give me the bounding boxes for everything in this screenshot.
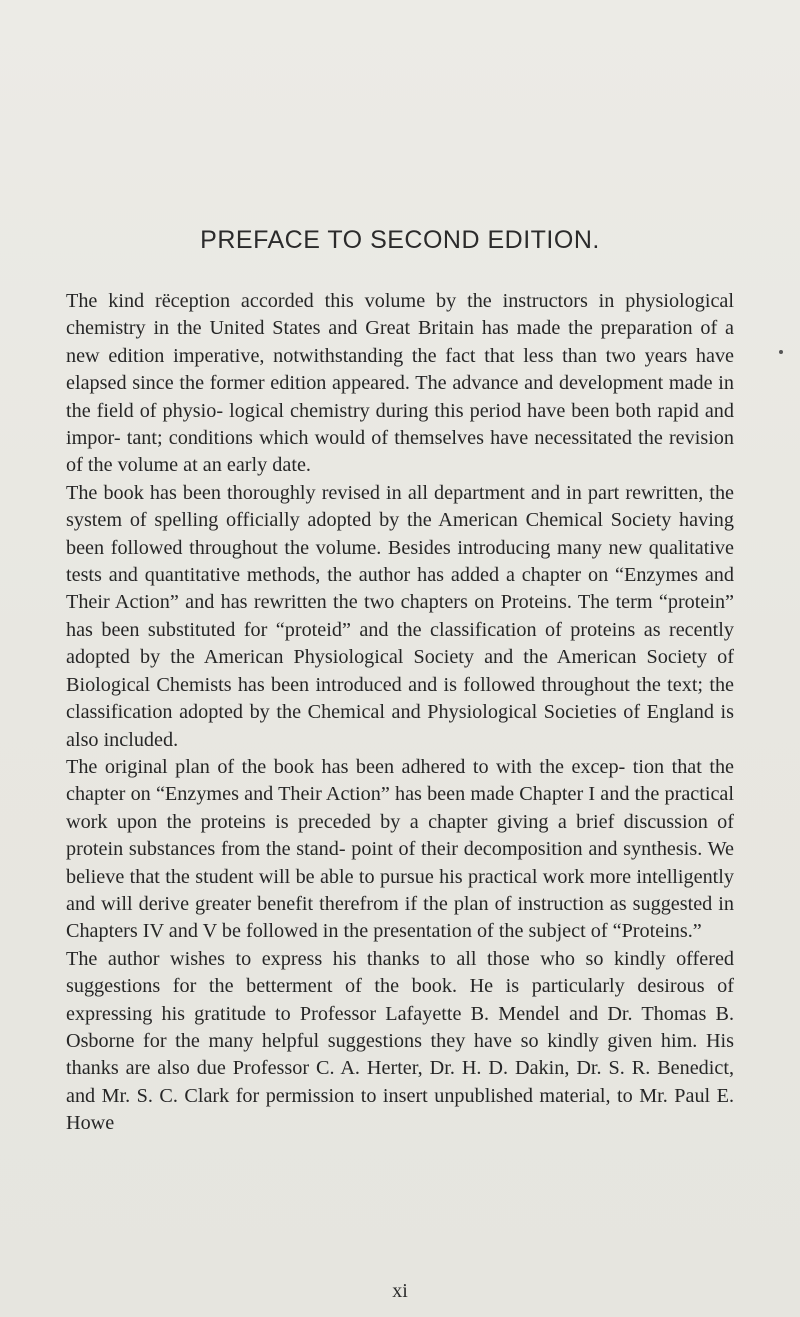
paragraph-thanks: The author wishes to express his thanks to all those who so kindly offered suggestions for the betterment of the book. He is particularly desirous of expressing his gratitude to Professor Lafayette B. Mendel and Dr. Thomas B. Osborne for the many helpful suggestions they have so kindly given him. His thanks are also due Professor C. A. Herter, Dr. H. D. Dakin, Dr. S. R. Benedict, and Mr. S. C. Clark for permission to insert unpublished material, to Mr. Paul E. Howe bbox=[66, 947, 734, 1135]
paragraph-reception: The kind rëception accorded this volume by the instructors in physiological chemistry in the United States and Great Britain has made the preparation of a new edition imperative, notwithstanding the fact that less than two years have elapsed since the former edition appeared. The advance and development made in the field of physio- logical chemistry during this period have been both rapid and impor- tant; conditions which would of themselves have necessitated the revision of the volume at an early date. bbox=[66, 290, 734, 477]
preface-body bbox=[66, 288, 734, 1138]
page-number: xi bbox=[392, 1280, 408, 1302]
preface-heading: PREFACE TO SECOND EDITION. bbox=[200, 226, 600, 254]
margin-mark bbox=[779, 350, 783, 354]
paragraph-revision: The book has been thoroughly revised in all department and in part rewritten, the system of spelling officially adopted by the American Chemical Society having been followed throughout the volume. Besides introducing many new qualitative tests and quantitative methods, the author has added a chapter on “Enzymes and Their Action” and has rewritten the two chapters on Proteins. The term “protein” has been substituted for “proteid” and the classification of proteins as recently adopted by the American Physiological Society and the American Society of Biological Chemists has been introduced and is followed throughout the text; the classification adopted by the Chemical and Physiological Societies of England is also included. bbox=[66, 481, 734, 751]
paragraph-plan: The original plan of the book has been adhered to with the excep- tion that the chapter on “Enzymes and Their Action” has been made Chapter I and the practical work upon the proteins is preceded by a chapter giving a brief discussion of protein substances from the stand- point of their decomposition and synthesis. We believe that the student will be able to pursue his practical work more intelligently and will derive greater benefit therefrom if the plan of instruction as suggested in Chapters IV and V be followed in the presentation of the subject of “Proteins.” bbox=[66, 755, 734, 943]
